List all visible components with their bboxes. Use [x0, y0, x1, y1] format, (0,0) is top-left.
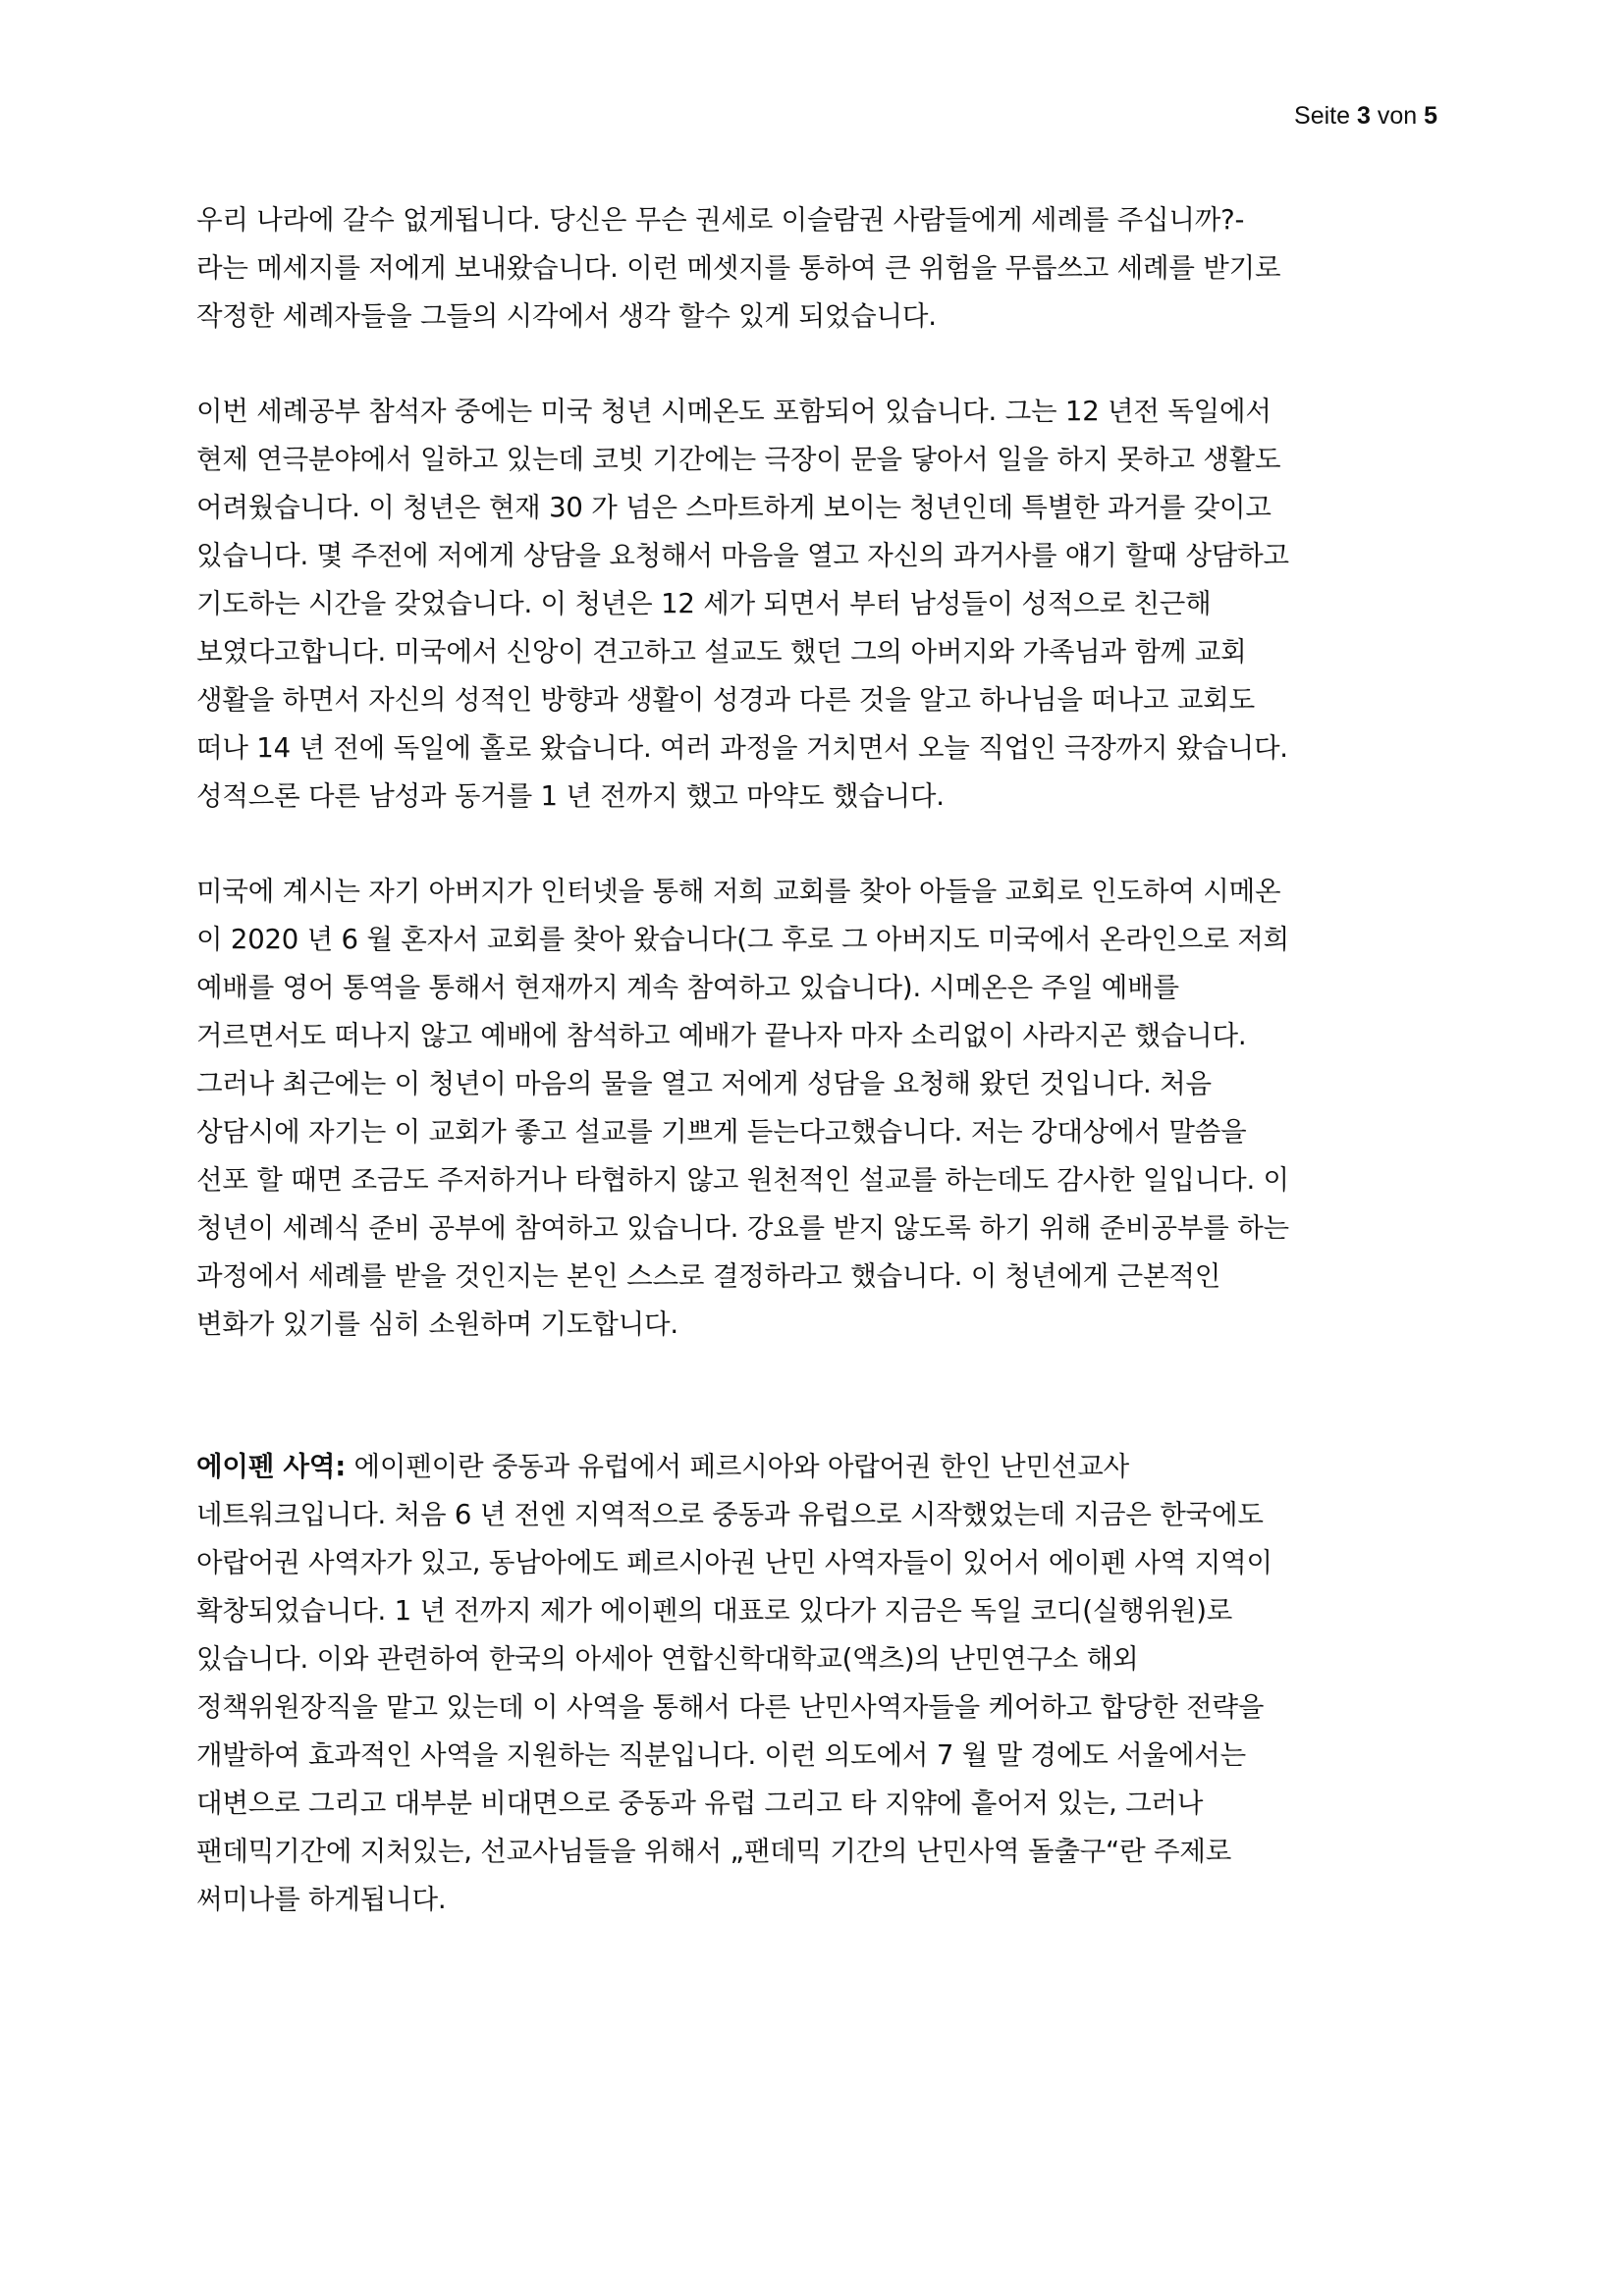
text-line: 변화가 있기를 심히 소원하며 기도합니다.	[196, 1308, 678, 1340]
text-line: 떠나 14 년 전에 독일에 홀로 왔습니다. 여러 과정을 거치면서 오늘 직업인 극장까지 왔습니다.	[196, 732, 1288, 764]
text-line	[196, 1443, 1443, 1491]
text-line: 예배를 영어 통역을 통해서 현재까지 계속 참여하고 있습니다). 시메온은 주일 예배를	[196, 972, 1179, 1003]
text-line: 대변으로 그리고 대부분 비대면으로 중동과 유럽 그리고 타 지앾에 흩어저 있는, 그러나	[196, 1788, 1204, 1819]
text-line: 그러나 최근에는 이 청년이 마음의 물을 열고 저에게 성담을 요청해 왔던 것입니다. 처음	[196, 1068, 1212, 1099]
text-line: 상담시에 자기는 이 교회가 좋고 설교를 기쁘게 듣는다고했습니다. 저는 강대상에서 말씀을	[196, 1116, 1247, 1148]
text-line: 청년이 세례식 준비 공부에 참여하고 있습니다. 강요를 받지 않도록 하기 위해 준비공부를 하는	[196, 1212, 1289, 1244]
total-page-count: 5	[1424, 102, 1437, 130]
current-page-number: 3	[1356, 102, 1371, 130]
text-line: 현제 연극분야에서 일하고 있는데 코빗 기간에는 극장이 문을 닿아서 일을 하지 못하고 생활도	[196, 444, 1281, 475]
text-line: 있습니다. 몇 주전에 저에게 상담을 요청해서 마음을 열고 자신의 과거사를 얘기 할때 상담하고	[196, 540, 1289, 571]
text-line: 개발하여 효과적인 사역을 지원하는 직분입니다. 이런 의도에서 7 월 말 경에도 서울에서는	[196, 1739, 1246, 1771]
text-line: 라는 메세지를 저에게 보내왔습니다. 이런 메셋지를 통하여 큰 위험을 무릅쓰고 세례를 받기로	[196, 252, 1281, 284]
text-line: 우리 나라에 갈수 없게됩니다. 당신은 무슨 권세로 이슬람권 사람들에게 세례를 주십니까?-	[196, 204, 1245, 236]
text-line: 네트워크입니다. 처음 6 년 전엔 지역적으로 중동과 유럽으로 시작했었는데 지금은 한국에도	[196, 1499, 1264, 1530]
text-line: 과정에서 세례를 받을 것인지는 본인 스스로 결정하라고 했습니다. 이 청년에게 근본적인	[196, 1260, 1221, 1292]
text-line: 확창되었습니다. 1 년 전까지 제가 에이펜의 대표로 있다가 지금은 독일 코디(실행위원)로	[196, 1595, 1233, 1627]
paragraph-baptism-message	[196, 196, 1443, 341]
paragraph-apen-ministry	[196, 1443, 1443, 1924]
text-line: 있습니다. 이와 관련하여 한국의 아세아 연합신학대학교(액츠)의 난민연구소 해외	[196, 1643, 1139, 1675]
page-separator: von	[1377, 102, 1418, 130]
text-line: 생활을 하면서 자신의 성적인 방향과 생활이 성경과 다른 것을 알고 하나님을 떠나고 교회도	[196, 684, 1255, 716]
text-line: 이번 세례공부 참석자 중에는 미국 청년 시메온도 포함되어 있습니다. 그는 12 년전 독일에서	[196, 396, 1272, 427]
text-line: 아랍어권 사역자가 있고, 동남아에도 페르시아권 난민 사역자들이 있어서 에이펜 사역 지역이	[196, 1547, 1272, 1578]
text-line: 팬데믹기간에 지처있는, 선교사님들을 위해서 „팬데믹 기간의 난민사역 돌출구“란 주제로	[196, 1836, 1232, 1867]
text-line: 미국에 계시는 자기 아버지가 인터넷을 통해 저희 교회를 찾아 아들을 교회로 인도하여 시메온	[196, 876, 1281, 907]
document-body	[196, 196, 1443, 1924]
text-line: 정책위원장직을 맡고 있는데 이 사역을 통해서 다른 난민사역자들을 케어하고 합당한 전략을	[196, 1691, 1265, 1723]
section-intro-text: 에이펜이란 중동과 유럽에서 페르시아와 아랍어권 한인 난민선교사	[346, 1451, 1130, 1482]
text-line: 선포 할 때면 조금도 주저하거나 타협하지 않고 원천적인 설교를 하는데도 감사한 일입니다. 이	[196, 1164, 1289, 1196]
section-heading: 에이펜 사역:	[196, 1451, 346, 1482]
text-line: 이 2020 년 6 월 혼자서 교회를 찾아 왔습니다(그 후로 그 아버지도 미국에서 온라인으로 저희	[196, 924, 1289, 955]
page-label: Seite	[1294, 102, 1351, 130]
page-number-header	[1294, 102, 1437, 131]
text-line: 보였다고합니다. 미국에서 신앙이 견고하고 설교도 했던 그의 아버지와 가족님과 함께 교회	[196, 636, 1247, 667]
text-line: 성적으론 다른 남성과 동거를 1 년 전까지 했고 마약도 했습니다.	[196, 780, 945, 812]
text-line: 어려웠습니다. 이 청년은 현재 30 가 넘은 스마트하게 보이는 청년인데 특별한 과거를 갖이고	[196, 492, 1272, 523]
text-line: 기도하는 시간을 갖었습니다. 이 청년은 12 세가 되면서 부터 남성들이 성적으로 친근해	[196, 588, 1212, 619]
paragraph-simeon-story	[196, 388, 1443, 821]
text-line: 써미나를 하게됩니다.	[196, 1884, 447, 1915]
text-line: 거르면서도 떠나지 않고 예배에 참석하고 예배가 끝나자 마자 소리없이 사라지곤 했습니다.	[196, 1020, 1247, 1051]
paragraph-father-church	[196, 868, 1443, 1349]
text-line: 작정한 세례자들을 그들의 시각에서 생각 할수 있게 되었습니다.	[196, 300, 937, 332]
